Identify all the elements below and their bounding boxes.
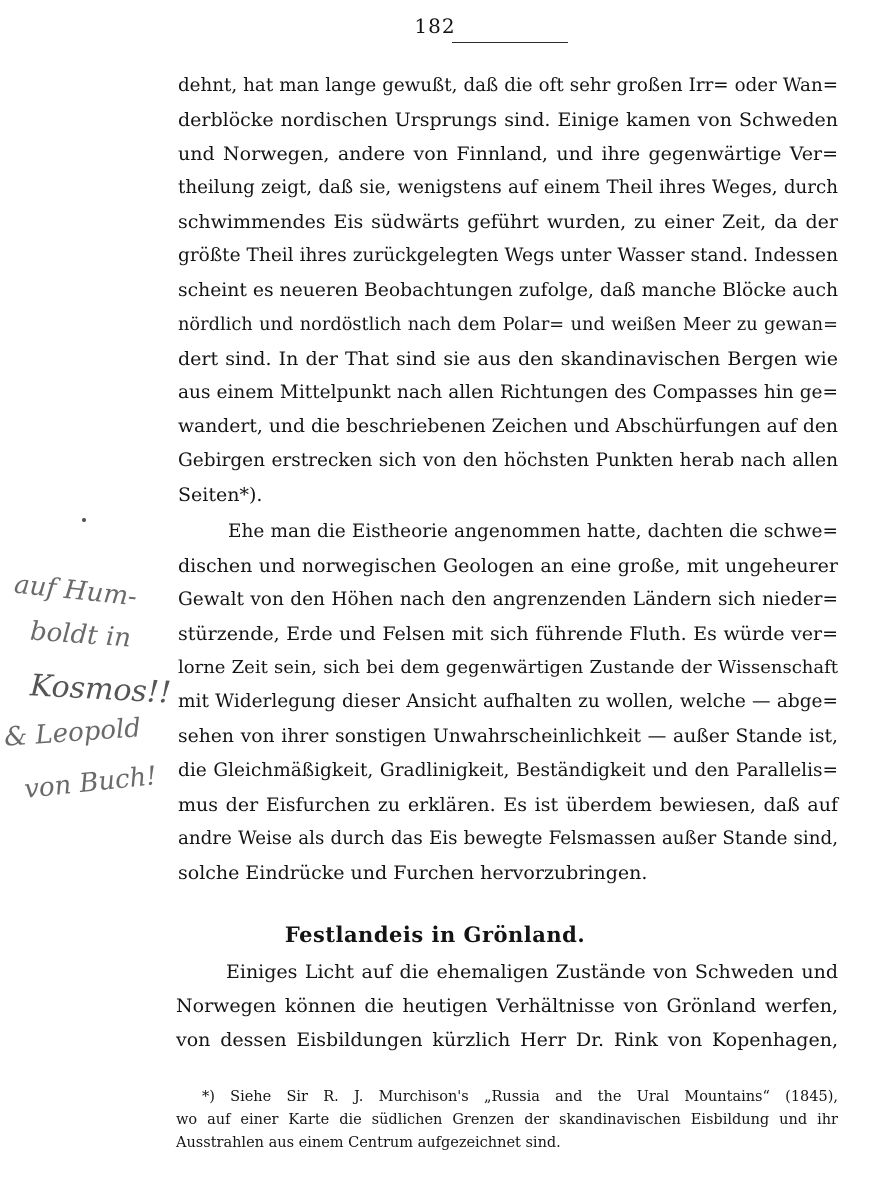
text-line: aus einem Mittelpunkt nach allen Richtungen des Compasses hin ge= — [178, 381, 838, 403]
text-line: und Norwegen, andere von Finnland, und ihre gegenwärtige Ver= — [178, 143, 838, 166]
text-line: lorne Zeit sein, sich bei dem gegenwärtigen Zustande der Wissenschaft — [178, 657, 838, 679]
footnotes — [176, 1086, 838, 1155]
margin-note-line: & Leopold — [3, 713, 142, 753]
text-line: theilung zeigt, daß sie, wenigstens auf einem Theil ihres Weges, durch — [178, 177, 838, 199]
text-line: größte Theil ihres zurückgelegten Wegs unter Wasser stand. Indessen — [178, 245, 838, 267]
footnote-line: Ausstrahlen aus einem Centrum aufgezeichnet sind. — [176, 1135, 561, 1151]
text-line: derblöcke nordischen Ursprungs sind. Einige kamen von Schweden — [178, 109, 838, 132]
text-line: die Gleichmäßigkeit, Gradlinigkeit, Beständigkeit und den Parallelis= — [178, 759, 838, 781]
text-line: stürzende, Erde und Felsen mit sich führende Fluth. Es würde ver= — [178, 623, 838, 646]
text-line: schwimmendes Eis südwärts geführt wurden, zu einer Zeit, da der — [178, 211, 838, 234]
text-line: andre Weise als durch das Eis bewegte Felsmassen außer Stande sind, — [178, 827, 838, 849]
text-line: Ehe man die Eistheorie angenommen hatte, dachten die schwe= — [228, 521, 838, 542]
ink-dot — [82, 518, 86, 522]
text-line: Gewalt von den Höhen nach den angrenzenden Ländern sich nieder= — [178, 589, 838, 611]
text-line: wandert, und die beschriebenen Zeichen und Abschürfungen auf den — [178, 415, 838, 437]
text-line: Seiten*). — [178, 484, 263, 507]
page-number-rule — [452, 42, 568, 43]
paragraph-3 — [176, 955, 838, 1057]
text-line: Norwegen können die heutigen Verhältnisse von Grönland werfen, — [176, 995, 838, 1018]
text-line: nördlich und nordöstlich nach dem Polar= und weißen Meer zu gewan= — [178, 314, 838, 335]
margin-note-line: auf Hum- — [12, 569, 139, 613]
text-line: Gebirgen erstrecken sich von den höchsten Punkten herab nach allen — [178, 450, 838, 472]
margin-note-line: Kosmos!! — [29, 668, 172, 711]
paragraph-2 — [178, 515, 838, 890]
text-line: sehen von ihrer sonstigen Unwahrscheinlichkeit — außer Stande ist, — [178, 725, 838, 747]
margin-handwriting — [0, 570, 190, 830]
text-line: von dessen Eisbildungen kürzlich Herr Dr. Rink von Kopenhagen, — [176, 1029, 838, 1052]
text-line: dehnt, hat man lange gewußt, daß die oft sehr großen Irr= oder Wan= — [178, 75, 838, 96]
text-line: dert sind. In der That sind sie aus den skandinavischen Bergen wie — [178, 347, 838, 370]
text-line: mit Widerlegung dieser Ansicht aufhalten zu wollen, welche — abge= — [178, 691, 838, 713]
page-number: 182 — [414, 14, 456, 38]
text-line: mus der Eisfurchen zu erklären. Es ist überdem bewiesen, daß auf — [178, 793, 838, 816]
text-line: dischen und norwegischen Geologen an eine große, mit ungeheurer — [178, 555, 838, 578]
footnote-line: wo auf einer Karte die südlichen Grenzen der skandinavischen Eisbildung und ihr — [176, 1112, 838, 1128]
section-heading: Festlandeis in Grönland. — [284, 922, 586, 947]
text-line: Einiges Licht auf die ehemaligen Zustände von Schweden und — [226, 961, 838, 983]
margin-note-line: von Buch! — [22, 761, 159, 805]
margin-note-line: boldt in — [29, 616, 132, 654]
text-line: scheint es neueren Beobachtungen zufolge, daß manche Blöcke auch — [178, 279, 839, 301]
paragraph-1 — [178, 69, 838, 512]
footnote-line: *) Siehe Sir R. J. Murchison's „Russia and the Ural Mountains“ (1845), — [202, 1089, 838, 1105]
text-line: solche Eindrücke und Furchen hervorzubringen. — [178, 861, 648, 884]
